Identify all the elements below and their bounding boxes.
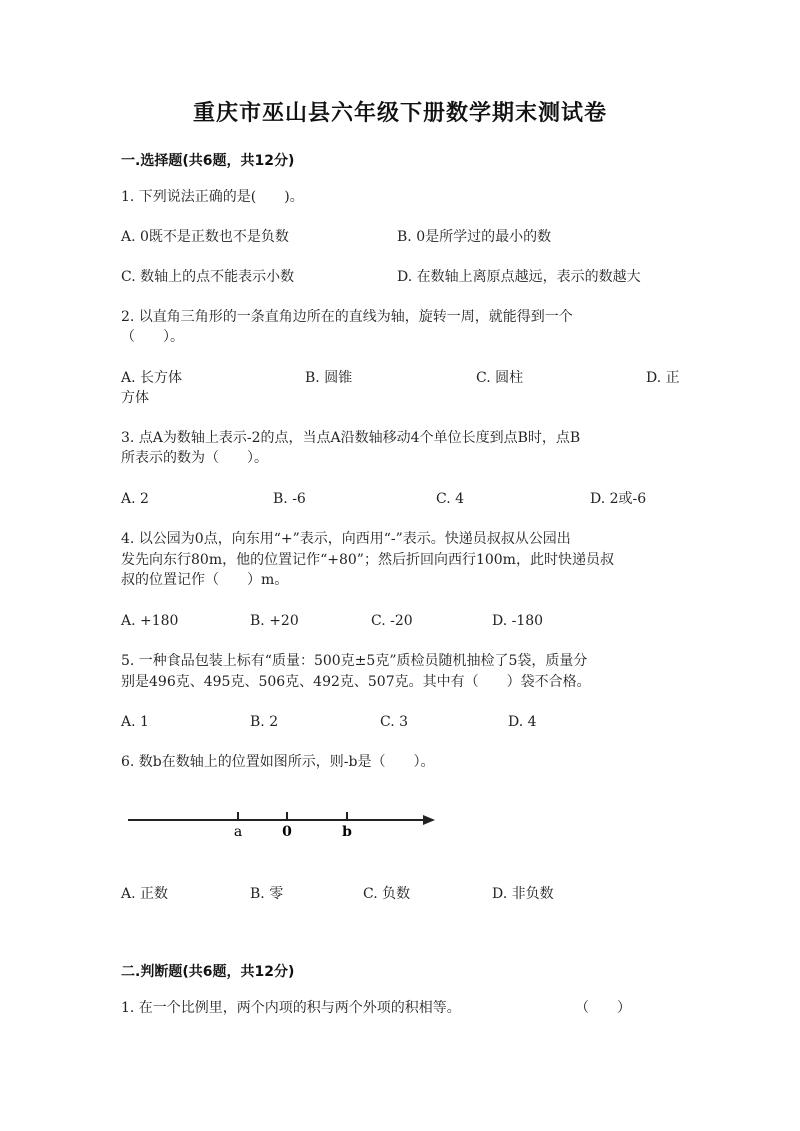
question-2-stem-line-2: （ ）。	[121, 329, 184, 345]
question-4-option-d: D. -180	[492, 613, 544, 629]
question-3-stem-line-2: 所表示的数为（ ）。	[121, 450, 268, 466]
question-5-option-b: B. 2	[250, 714, 279, 730]
question-6-option-a: A. 正数	[121, 886, 169, 902]
question-2-option-a: A. 长方体	[121, 370, 183, 386]
question-5-stem-line-2: 别是496克、495克、506克、492克、507克。其中有（ ）袋不合格。	[121, 674, 591, 690]
question-5-option-d: D. 4	[508, 714, 537, 730]
question-5-stem-line-1: 5. 一种食品包装上标有“质量：500克±5克”质检员随机抽检了5袋，质量分	[121, 653, 588, 669]
question-1-option-a: A. 0既不是正数也不是负数	[121, 229, 289, 245]
question-1-option-b: B. 0是所学过的最小的数	[397, 229, 552, 245]
question-2-option-d-wrap: 方体	[121, 390, 149, 406]
question-6-option-b: B. 零	[250, 886, 284, 902]
question-4-option-a: A. +180	[121, 613, 179, 629]
question-5-option-a: A. 1	[121, 714, 149, 730]
question-3-option-d: D. 2或-6	[590, 491, 647, 507]
question-3-option-b: B. -6	[273, 491, 306, 507]
question-4-stem-line-3: 叔的位置记作（ ）m。	[121, 572, 289, 588]
question-1-option-c: C. 数轴上的点不能表示小数	[121, 269, 295, 285]
section-header-choice: 一.选择题(共6题，共12分)	[121, 153, 295, 169]
question-2-stem-line-1: 2. 以直角三角形的一条直角边所在的直线为轴，旋转一周，就能得到一个	[121, 309, 573, 325]
question-6-option-c: C. 负数	[363, 886, 411, 902]
true-false-1-stem: 1. 在一个比例里，两个内项的积与两个外项的积相等。	[121, 1000, 461, 1016]
question-4-option-c: C. -20	[371, 613, 413, 629]
number-line-figure	[120, 800, 450, 850]
question-6-option-d: D. 非负数	[492, 886, 554, 902]
question-2-option-b: B. 圆锥	[305, 370, 353, 386]
question-1-option-d: D. 在数轴上离原点越远，表示的数越大	[397, 269, 641, 285]
label-a: a	[233, 824, 243, 840]
label-0: 0	[282, 824, 292, 840]
question-6-stem: 6. 数b在数轴上的位置如图所示，则-b是（ ）。	[121, 754, 435, 770]
question-5-option-c: C. 3	[380, 714, 409, 730]
section-header-true-false: 二.判断题(共6题，共12分)	[121, 964, 295, 980]
question-3-option-c: C. 4	[436, 491, 465, 507]
question-4-stem-line-2: 发先向东行80m，他的位置记作“+80”；然后折回向西行100m，此时快递员叔	[121, 552, 614, 568]
question-4-stem-line-1: 4. 以公园为0点，向东用“+”表示，向西用“-”表示。快递员叔叔从公园出	[121, 531, 571, 547]
question-2-option-c: C. 圆柱	[476, 370, 524, 386]
question-1-stem: 1. 下列说法正确的是( )。	[121, 189, 304, 205]
number-line-arrow-icon	[423, 815, 435, 825]
true-false-1-answer-blank: （ ）	[575, 1000, 631, 1016]
question-3-option-a: A. 2	[121, 491, 149, 507]
question-4-option-b: B. +20	[250, 613, 299, 629]
question-3-stem-line-1: 3. 点A为数轴上表示-2的点，当点A沿数轴移动4个单位长度到点B时，点B	[121, 430, 581, 446]
page-title: 重庆市巫山县六年级下册数学期末测试卷	[192, 101, 607, 126]
label-b: b	[342, 824, 352, 840]
question-2-option-d: D. 正	[646, 370, 680, 386]
